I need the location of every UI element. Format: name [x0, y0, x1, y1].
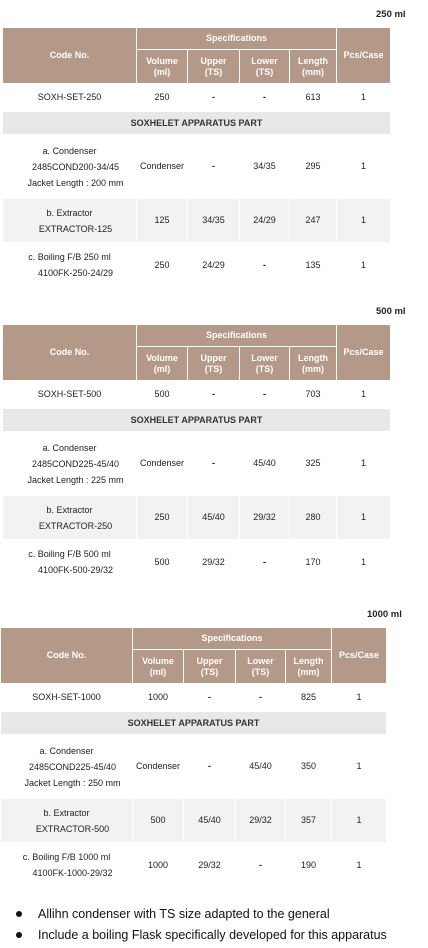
- pcs-header: Pcs/Case: [337, 325, 391, 381]
- set-upper: -: [184, 684, 236, 712]
- part-description-line: a. Condenser: [39, 745, 94, 756]
- part-pcs: 1: [337, 540, 391, 585]
- upper-header-line: Upper: [200, 352, 227, 363]
- set-volume: 250: [137, 84, 188, 112]
- part-description-line: Jacket Length : 225 mm: [27, 474, 124, 485]
- part-upper: 29/32: [188, 540, 240, 585]
- length-header-line: Length: [298, 352, 329, 363]
- part-volume: Condenser: [137, 135, 188, 199]
- length-header-line: (mm): [302, 363, 325, 374]
- set-code: SOXH-SET-500: [3, 381, 137, 409]
- part-volume: 125: [137, 199, 188, 243]
- set-length: 825: [286, 684, 332, 712]
- length-header-line: Length: [298, 55, 329, 66]
- specifications-header: Specifications: [133, 628, 332, 650]
- part-length: 350: [286, 735, 332, 799]
- part-lower: 45/40: [240, 432, 290, 496]
- length-header-line: (mm): [302, 66, 325, 77]
- feature-text: Allihn condenser with TS size adapted to the general: [38, 907, 330, 921]
- length-header-line: (mm): [297, 666, 320, 677]
- spec-table-1000ml: [0, 627, 387, 888]
- header-row: [1, 628, 387, 650]
- section-label: SOXHELET APPARATUS PART: [3, 409, 391, 432]
- volume-header: [137, 50, 188, 84]
- lower-header-line: Lower: [247, 655, 274, 666]
- part-description: [1, 843, 133, 888]
- part-length: 135: [290, 243, 337, 288]
- table-row: [3, 135, 391, 199]
- part-description: [1, 799, 133, 843]
- part-description-line: 2485COND200-34/45: [31, 161, 120, 172]
- part-pcs: 1: [337, 135, 391, 199]
- part-upper: 29/32: [184, 843, 236, 888]
- set-pcs: 1: [332, 684, 387, 712]
- part-lower: 29/32: [236, 799, 286, 843]
- part-upper: 24/29: [188, 243, 240, 288]
- part-lower: 34/35: [240, 135, 290, 199]
- part-lower: 45/40: [236, 735, 286, 799]
- upper-header-line: (TS): [204, 66, 223, 77]
- header-row: [3, 28, 391, 50]
- part-description-line: 2485COND225-45/40: [28, 761, 117, 772]
- set-length: 613: [290, 84, 337, 112]
- part-description-line: 4100FK-1000-29/32: [32, 868, 113, 878]
- volume-header: [133, 650, 184, 684]
- part-volume: 250: [137, 243, 188, 288]
- part-upper: -: [184, 735, 236, 799]
- upper-header: [188, 347, 240, 381]
- volume-header-line: Volume: [146, 55, 178, 66]
- part-length: 247: [290, 199, 337, 243]
- volume-header-line: Volume: [142, 655, 174, 666]
- set-lower: -: [240, 381, 290, 409]
- code-header: Code No.: [3, 325, 137, 381]
- lower-header: [240, 50, 290, 84]
- set-lower: -: [240, 84, 290, 112]
- part-description: [3, 199, 137, 243]
- length-header: [290, 50, 337, 84]
- bullet-icon: [16, 932, 22, 938]
- part-description-line: a. Condenser: [42, 442, 97, 453]
- lower-header-line: (TS): [251, 666, 270, 677]
- part-description-line: Jacket Length : 250 mm: [24, 777, 121, 788]
- set-code: SOXH-SET-250: [3, 84, 137, 112]
- lower-header-line: (TS): [255, 363, 274, 374]
- table-row: [1, 735, 387, 799]
- set-volume: 500: [137, 381, 188, 409]
- part-description-line: c. Boiling F/B 1000 ml: [22, 852, 111, 862]
- length-header: [286, 650, 332, 684]
- upper-header-line: (TS): [200, 666, 219, 677]
- size-label-500: 500 ml: [376, 306, 406, 317]
- table-row: [3, 496, 391, 540]
- section-row: [1, 712, 387, 735]
- volume-header-line: (ml): [153, 363, 171, 374]
- section-label: SOXHELET APPARATUS PART: [1, 712, 387, 735]
- lower-header-line: Lower: [251, 352, 278, 363]
- part-lower: -: [240, 540, 290, 585]
- part-length: 325: [290, 432, 337, 496]
- size-label-1000: 1000 ml: [367, 609, 402, 620]
- part-description-line: Jacket Length : 200 mm: [27, 177, 124, 188]
- part-volume: 1000: [133, 843, 184, 888]
- table-row: [1, 684, 387, 712]
- part-volume: Condenser: [133, 735, 184, 799]
- part-description-line: a. Condenser: [42, 145, 97, 156]
- part-description-line: EXTRACTOR-125: [38, 223, 113, 234]
- part-length: 170: [290, 540, 337, 585]
- table-row: [3, 432, 391, 496]
- part-pcs: 1: [337, 496, 391, 540]
- part-description-line: EXTRACTOR-500: [35, 823, 110, 834]
- part-volume: Condenser: [137, 432, 188, 496]
- set-code: SOXH-SET-1000: [1, 684, 133, 712]
- table-row: [3, 243, 391, 288]
- specifications-header: Specifications: [137, 28, 337, 50]
- set-volume: 1000: [133, 684, 184, 712]
- feature-item: [16, 904, 387, 925]
- part-description-line: b. Extractor: [43, 807, 90, 818]
- spec-table-250ml: [2, 27, 391, 288]
- part-lower: 29/32: [240, 496, 290, 540]
- part-lower: 24/29: [240, 199, 290, 243]
- part-description: [3, 496, 137, 540]
- volume-header-line: Volume: [146, 352, 178, 363]
- part-description: [3, 243, 137, 288]
- volume-header-line: (ml): [153, 66, 171, 77]
- part-length: 190: [286, 843, 332, 888]
- part-lower: -: [236, 843, 286, 888]
- section-row: [3, 409, 391, 432]
- table-row: [3, 84, 391, 112]
- part-length: 280: [290, 496, 337, 540]
- part-pcs: 1: [337, 199, 391, 243]
- set-pcs: 1: [337, 381, 391, 409]
- part-volume: 500: [137, 540, 188, 585]
- part-upper: -: [188, 432, 240, 496]
- upper-header-line: (TS): [204, 363, 223, 374]
- size-label-250: 250 ml: [376, 9, 406, 20]
- code-header: Code No.: [3, 28, 137, 84]
- part-description-line: b. Extractor: [46, 207, 93, 218]
- part-description: [3, 432, 137, 496]
- part-pcs: 1: [332, 799, 387, 843]
- volume-header: [137, 347, 188, 381]
- feature-item: [16, 925, 387, 946]
- part-description-line: 4100FK-500-29/32: [37, 565, 114, 575]
- set-upper: -: [188, 381, 240, 409]
- set-upper: -: [188, 84, 240, 112]
- bullet-icon: [16, 911, 22, 917]
- header-row: [3, 325, 391, 347]
- table-row: [3, 381, 391, 409]
- table-row: [3, 199, 391, 243]
- upper-header: [184, 650, 236, 684]
- part-upper: 45/40: [188, 496, 240, 540]
- part-volume: 500: [133, 799, 184, 843]
- lower-header-line: Lower: [251, 55, 278, 66]
- part-description: [1, 735, 133, 799]
- part-description-line: b. Extractor: [46, 504, 93, 515]
- pcs-header: Pcs/Case: [337, 28, 391, 84]
- spec-table-500ml: [2, 324, 391, 585]
- length-header: [290, 347, 337, 381]
- upper-header: [188, 50, 240, 84]
- part-lower: -: [240, 243, 290, 288]
- pcs-header: Pcs/Case: [332, 628, 387, 684]
- part-pcs: 1: [337, 432, 391, 496]
- part-pcs: 1: [337, 243, 391, 288]
- specifications-header: Specifications: [137, 325, 337, 347]
- part-pcs: 1: [332, 735, 387, 799]
- set-pcs: 1: [337, 84, 391, 112]
- feature-list: [16, 904, 387, 946]
- part-pcs: 1: [332, 843, 387, 888]
- code-header: Code No.: [1, 628, 133, 684]
- table-row: [1, 799, 387, 843]
- part-description: [3, 135, 137, 199]
- section-label: SOXHELET APPARATUS PART: [3, 112, 391, 135]
- length-header-line: Length: [293, 655, 324, 666]
- lower-header: [240, 347, 290, 381]
- part-description-line: 4100FK-250-24/29: [37, 268, 114, 278]
- part-upper: 45/40: [184, 799, 236, 843]
- feature-text: Include a boiling Flask specifically developed for this apparatus: [38, 928, 387, 942]
- table-row: [3, 540, 391, 585]
- part-upper: 34/35: [188, 199, 240, 243]
- volume-header-line: (ml): [149, 666, 167, 677]
- part-length: 357: [286, 799, 332, 843]
- part-upper: -: [188, 135, 240, 199]
- upper-header-line: Upper: [200, 55, 227, 66]
- part-description-line: 2485COND225-45/40: [31, 458, 120, 469]
- part-description-line: c. Boiling F/B 250 ml: [28, 252, 111, 262]
- part-volume: 250: [137, 496, 188, 540]
- part-description-line: EXTRACTOR-250: [38, 520, 113, 531]
- part-length: 295: [290, 135, 337, 199]
- part-description: [3, 540, 137, 585]
- set-length: 703: [290, 381, 337, 409]
- lower-header: [236, 650, 286, 684]
- part-description-line: c. Boiling F/B 500 ml: [28, 549, 111, 559]
- section-row: [3, 112, 391, 135]
- upper-header-line: Upper: [196, 655, 223, 666]
- set-lower: -: [236, 684, 286, 712]
- lower-header-line: (TS): [255, 66, 274, 77]
- table-row: [1, 843, 387, 888]
